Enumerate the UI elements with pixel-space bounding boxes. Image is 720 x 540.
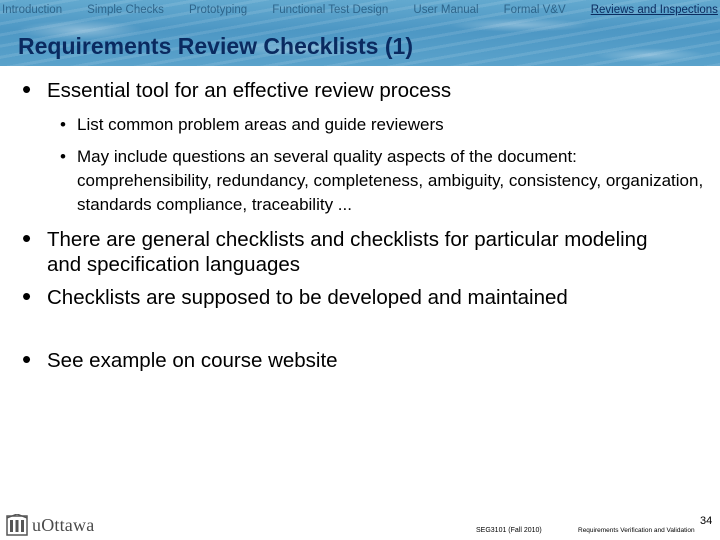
bullet-text: See example on course website bbox=[47, 349, 338, 372]
bullet-level1 bbox=[22, 344, 702, 374]
footer-course: SEG3101 (Fall 2010) bbox=[476, 527, 542, 534]
bullet-dot: • bbox=[22, 223, 32, 253]
bullet-level2 bbox=[60, 145, 710, 217]
bullet-text: There are general checklists and checklists for particular modeling and specification languages bbox=[47, 228, 648, 276]
bullet-dot: • bbox=[60, 147, 66, 166]
slide-title: Requirements Review Checklists (1) bbox=[18, 33, 413, 59]
bullet-level1 bbox=[22, 281, 702, 311]
uottawa-crest-icon bbox=[6, 514, 28, 536]
bullet-dot: • bbox=[22, 344, 32, 374]
nav-formal-vv[interactable]: Formal V&V bbox=[503, 4, 566, 16]
nav-reviews-inspections[interactable]: Reviews and Inspections bbox=[590, 4, 718, 16]
logo-text: uOttawa bbox=[32, 514, 95, 535]
bullet-text: List common problem areas and guide reviewers bbox=[77, 115, 444, 134]
footer-subtitle: Requirements Verification and Validation bbox=[578, 527, 695, 534]
nav-functional-test-design[interactable]: Functional Test Design bbox=[272, 4, 389, 16]
nav-introduction[interactable]: Introduction bbox=[2, 4, 63, 16]
bullet-text: May include questions an several quality aspects of the document: comprehensibility, redundancy, completeness, ambiguity, consistency, organization, standards compliance, traceability ... bbox=[77, 147, 704, 214]
bullet-level1 bbox=[22, 223, 662, 277]
bullet-dot: • bbox=[22, 281, 32, 311]
nav-prototyping[interactable]: Prototyping bbox=[188, 4, 248, 16]
slide-number: 34 bbox=[700, 515, 713, 527]
bullet-text: Essential tool for an effective review process bbox=[47, 79, 452, 102]
bullet-dot: • bbox=[22, 74, 32, 104]
nav-user-manual[interactable]: User Manual bbox=[413, 4, 479, 16]
university-logo bbox=[6, 513, 94, 537]
bullet-text: Checklists are supposed to be developed and maintained bbox=[47, 286, 568, 309]
nav-simple-checks[interactable]: Simple Checks bbox=[87, 4, 164, 16]
bullet-level2 bbox=[60, 113, 710, 137]
bullet-level1 bbox=[22, 74, 702, 104]
bullet-dot: • bbox=[60, 115, 66, 134]
